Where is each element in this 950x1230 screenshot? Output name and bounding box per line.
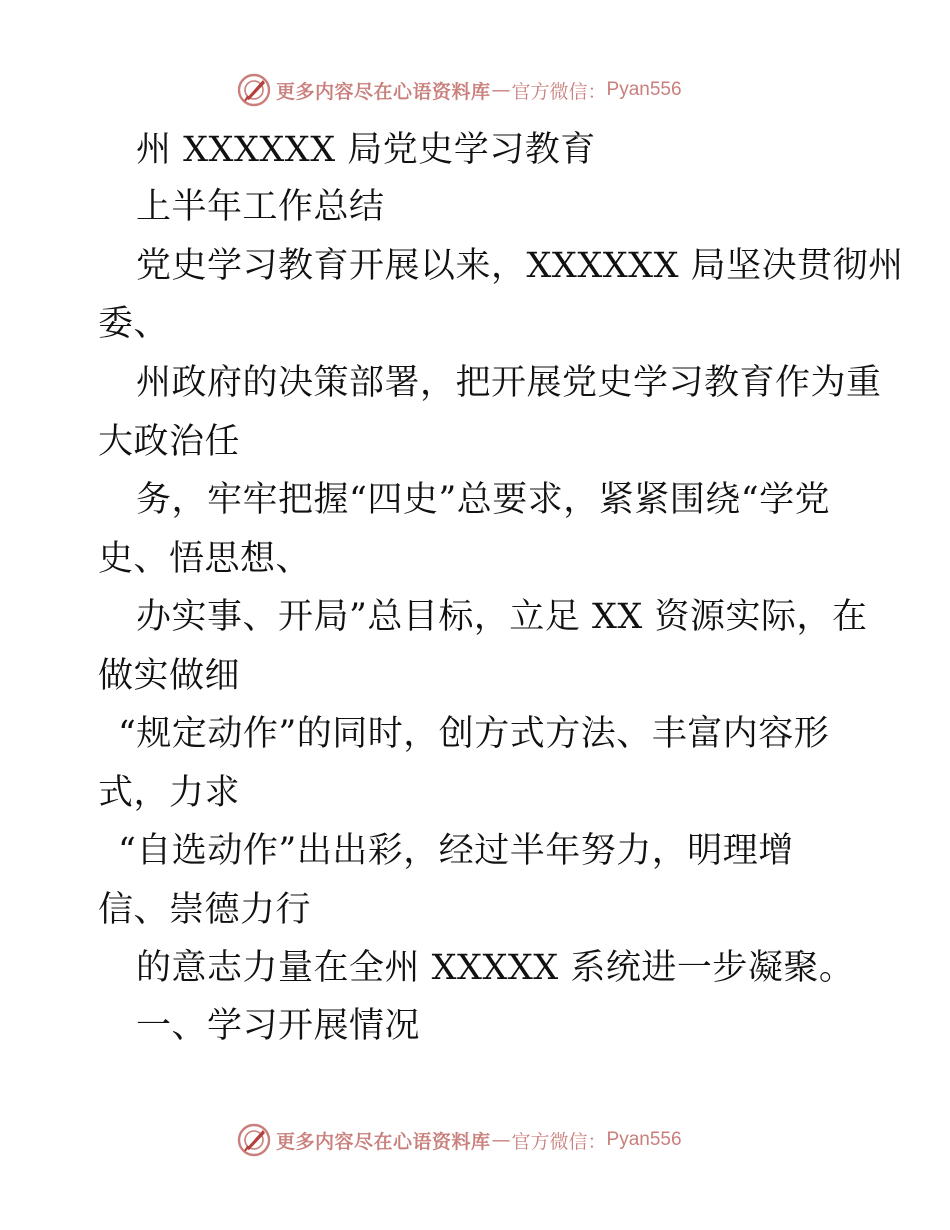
section-heading: 一、学习开展情况 (136, 1006, 421, 1046)
header-watermark (236, 72, 682, 108)
text-line: 办实事、开局”总目标，立足 XX 资源实际，在 (136, 597, 868, 637)
text-line: 大政治任 (98, 422, 241, 462)
text-line: 做实做细 (98, 656, 241, 696)
document-title: 州 XXXXXX 局党史学习教育 (136, 130, 596, 170)
text-line: 信、崇德力行 (98, 890, 312, 930)
quill-logo-icon (236, 72, 272, 108)
footer-watermark (236, 1122, 682, 1158)
watermark-site-text: 更多内容尽在心语资料库 (276, 80, 491, 103)
document-subtitle: 上半年工作总结 (136, 187, 385, 227)
text-line: 的意志力量在全州 XXXXX 系统进一步凝聚。 (136, 948, 855, 988)
watermark-wechat-label: 官方微信： (511, 1130, 607, 1153)
text-line: 史、悟思想、 (98, 539, 312, 579)
text-line: “自选动作”出出彩，经过半年努力，明理增 (118, 831, 794, 871)
text-line: 务，牢牢把握“四史”总要求，紧紧围绕“学党 (136, 480, 831, 520)
text-line: 委、 (98, 304, 170, 344)
watermark-wechat-label: 官方微信： (511, 80, 607, 103)
watermark-site-text: 更多内容尽在心语资料库 (276, 1130, 491, 1153)
text-line: 州政府的决策部署，把开展党史学习教育作为重 (136, 363, 882, 403)
watermark-separator: — (491, 79, 511, 101)
text-line: “规定动作”的同时，创方式方法、丰富内容形 (118, 714, 830, 754)
watermark-wechat-id: Pyan556 (606, 79, 682, 100)
quill-logo-icon (236, 1122, 272, 1158)
text-line: 党史学习教育开展以来，XXXXXX 局坚决贯彻州 (136, 246, 904, 286)
text-line: 式，力求 (98, 773, 241, 813)
watermark-separator: — (491, 1129, 511, 1151)
watermark-wechat-id: Pyan556 (606, 1129, 682, 1150)
